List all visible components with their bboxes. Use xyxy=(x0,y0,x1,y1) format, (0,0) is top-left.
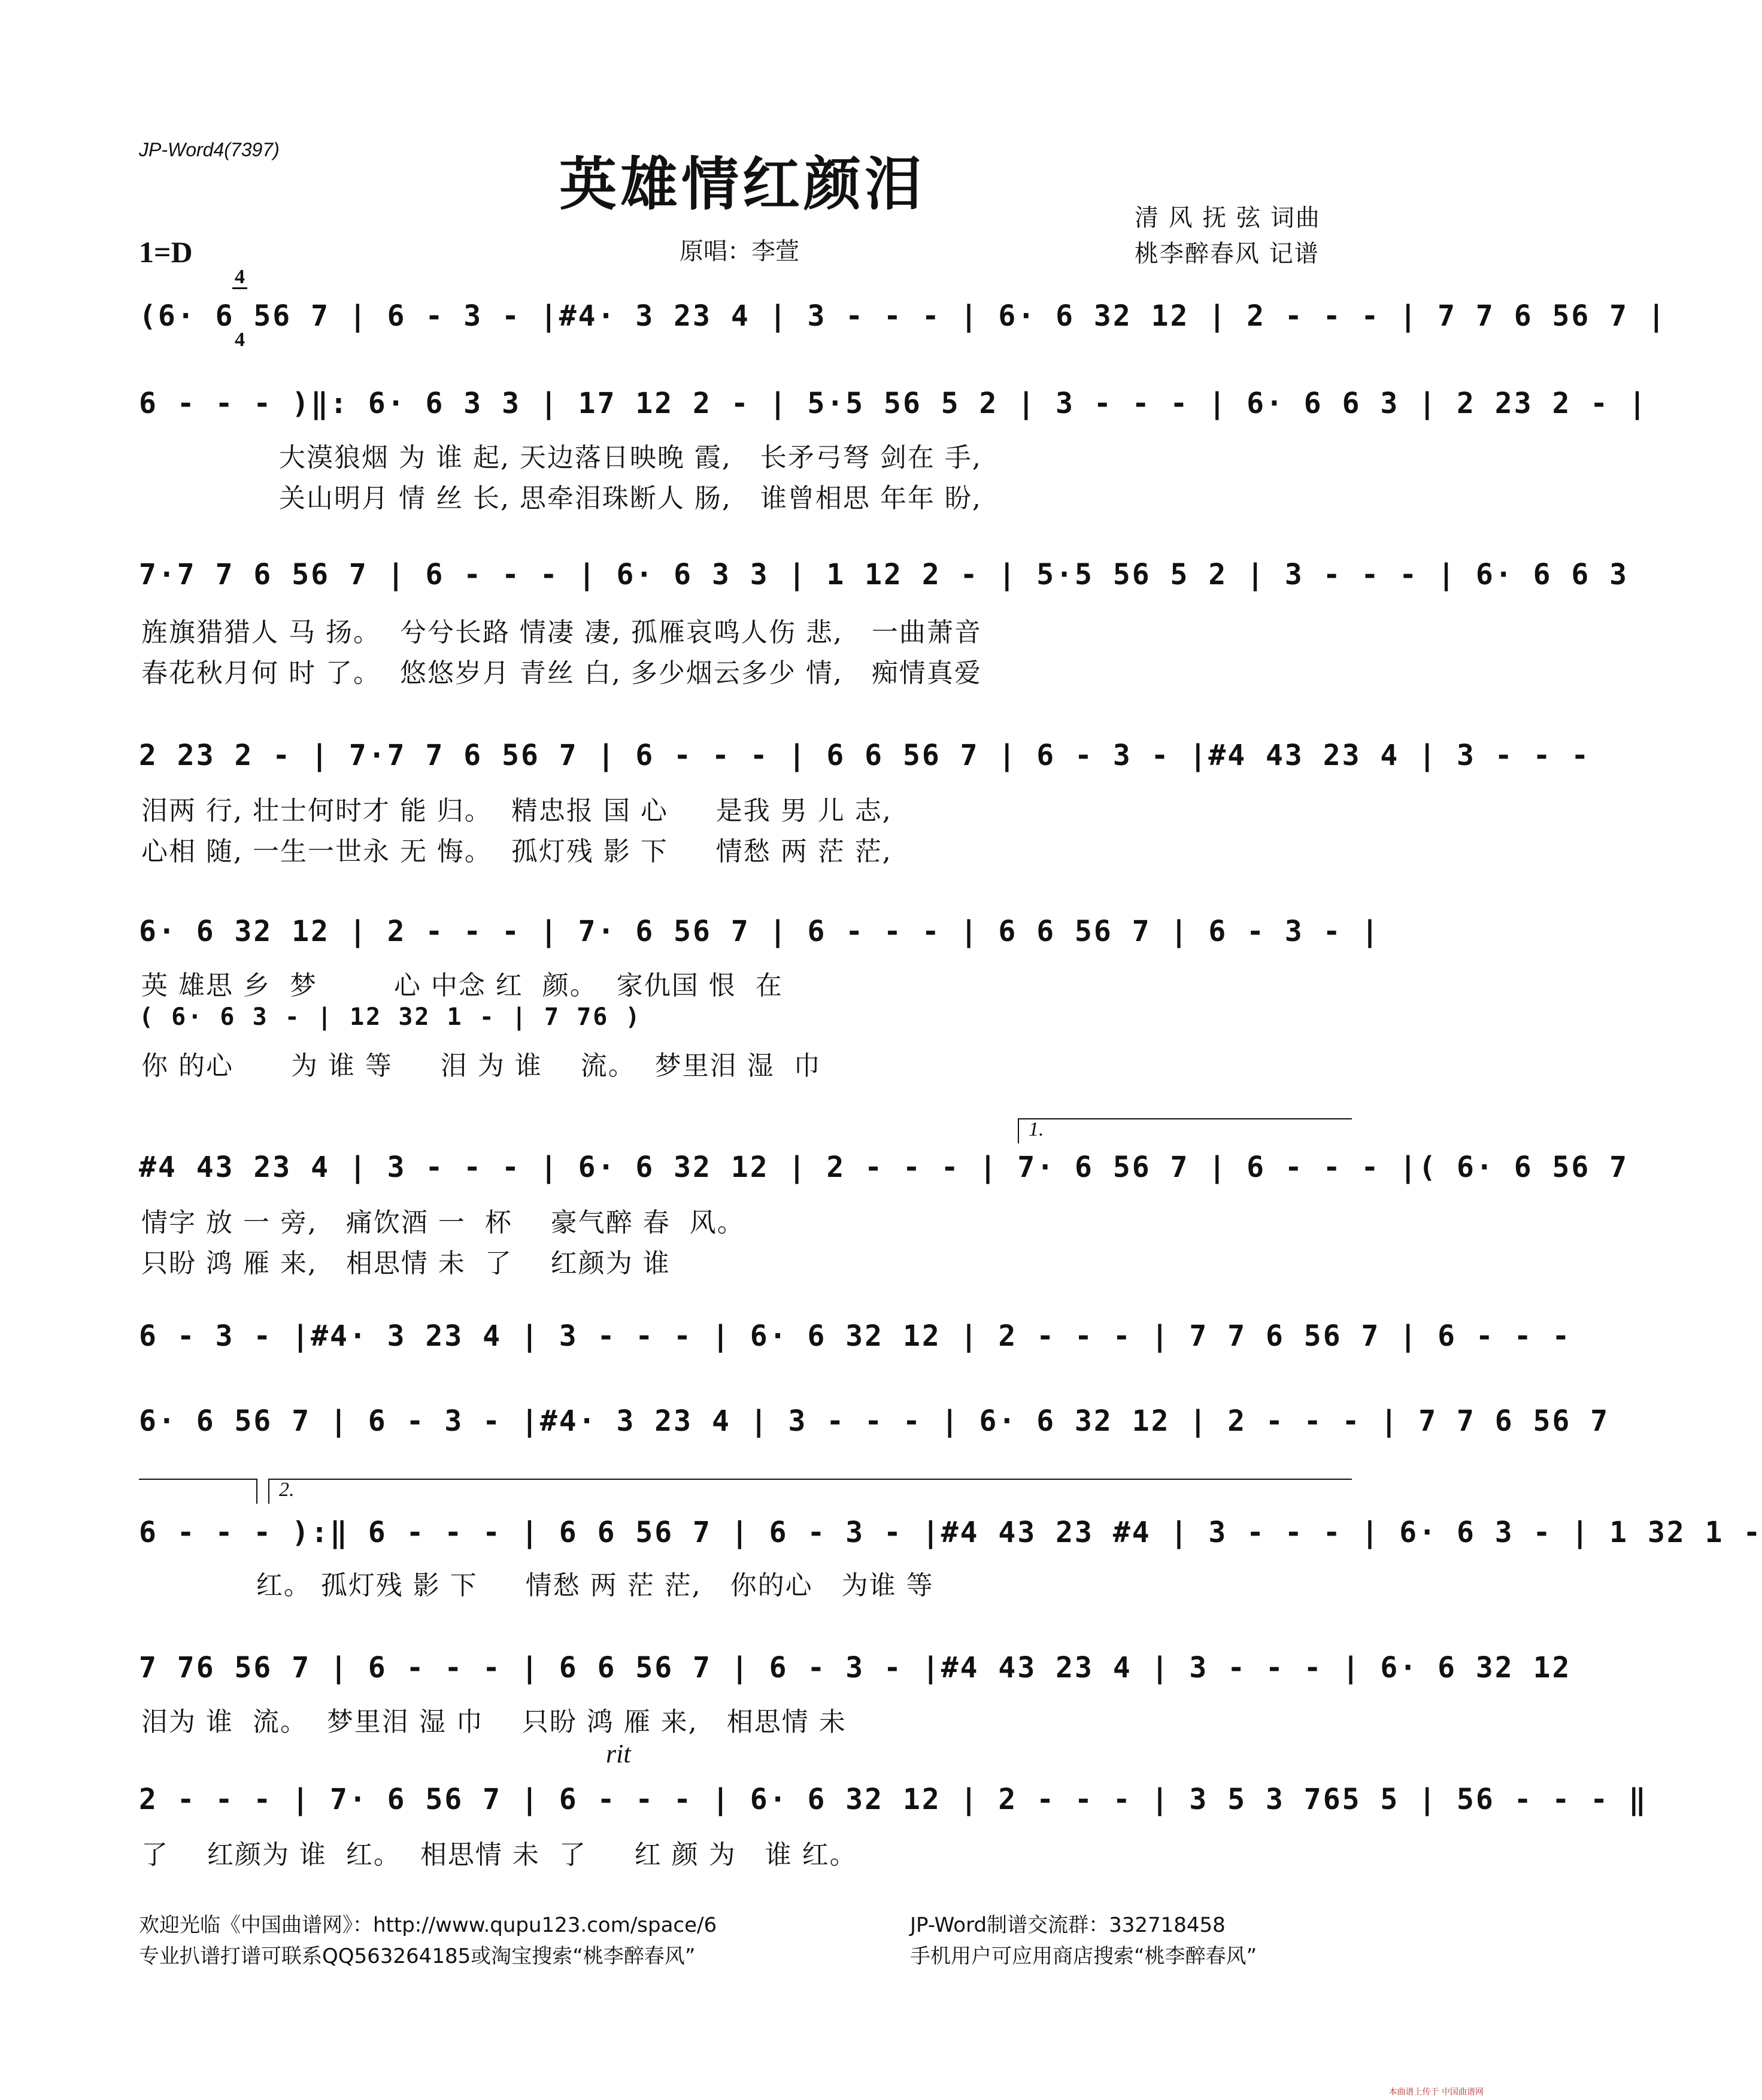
volta-1-label: 1. xyxy=(1029,1118,1044,1140)
volta-2-label: 2. xyxy=(279,1479,295,1501)
score-line-1-notes: (6· 6 56 7 | 6 - 3 - |#4· 3 23 4 | 3 - - - | 6· 6 32 12 | 2 - - - | 7 7 6 56 7 | xyxy=(139,299,1667,333)
score-line-5-alt-notes: ( 6· 6 3 - | 12 32 1 - | 7 76 ) xyxy=(139,1003,642,1031)
transcriber: 桃李醉春风 记谱 xyxy=(1135,240,1320,268)
time-signature-top: 4 xyxy=(232,267,247,289)
score-line-4-lyric-2: 心相 随, 一生一世永 无 悔。 孤灯残 影 下 情愁 两 茫 茫, xyxy=(141,836,892,867)
score-line-11-lyric-1: 了 红颜为 谁 红。 相思情 未 了 红 颜 为 谁 红。 xyxy=(141,1840,857,1870)
score-line-2-notes: 6 - - - )‖: 6· 6 3 3 | 17 12 2 - | 5·5 56 5 2 | 3 - - - | 6· 6 6 3 | 2 23 2 - | xyxy=(139,387,1648,420)
footer-website-line: 欢迎光临《中国曲谱网》：http://www.qupu123.com/space/6 xyxy=(139,1913,717,1937)
score-line-8-notes: 6· 6 56 7 | 6 - 3 - |#4· 3 23 4 | 3 - - - | 6· 6 32 12 | 2 - - - | 7 7 6 56 7 xyxy=(139,1404,1610,1438)
lyricist-composer: 清 风 抚 弦 词曲 xyxy=(1135,204,1321,232)
score-line-2-lyric-2: 关山明月 情 丝 长, 思牵泪珠断人 肠, 谁曾相思 年年 盼, xyxy=(279,483,982,514)
upload-stamp: 本曲谱上传于 中国曲谱网 xyxy=(1388,2087,1484,2097)
score-line-5-lyric-2: 你 的心 为 谁 等 泪 为 谁 流。 梦里泪 湿 巾 xyxy=(141,1051,821,1081)
time-signature-bottom: 4 xyxy=(235,329,245,351)
score-line-4-notes: 2 23 2 - | 7·7 7 6 56 7 | 6 - - - | 6 6 56 7 | 6 - 3 - |#4 43 23 4 | 3 - - - xyxy=(139,739,1591,772)
score-line-11-notes: 2 - - - | 7· 6 56 7 | 6 - - - | 6· 6 32 12 | 2 - - - | 3 5 3 765 5 | 56 - - - ‖ xyxy=(139,1783,1648,1816)
tempo-mark-rit: rit xyxy=(606,1739,631,1768)
software-label: JP-Word4(7397) xyxy=(139,139,280,160)
score-line-10-lyric-1: 泪为 谁 流。 梦里泪 湿 巾 只盼 鸿 雁 来, 相思情 未 xyxy=(141,1707,847,1737)
score-line-7-notes: 6 - 3 - |#4· 3 23 4 | 3 - - - | 6· 6 32 12 | 2 - - - | 7 7 6 56 7 | 6 - - - xyxy=(139,1319,1572,1353)
key-signature: 1=D xyxy=(139,235,193,269)
volta-1-bracket xyxy=(1018,1118,1352,1143)
time-signature xyxy=(232,226,247,371)
score-line-3-notes: 7·7 7 6 56 7 | 6 - - - | 6· 6 3 3 | 1 12 2 - | 5·5 56 5 2 | 3 - - - | 6· 6 6 3 xyxy=(139,558,1629,591)
score-line-5-lyric-1: 英 雄思 乡 梦 心 中念 红 颜。 家仇国 恨 在 xyxy=(141,970,783,1001)
footer-app-line: 手机用户可应用商店搜索“桃李醉春风” xyxy=(910,1944,1257,1968)
original-singer: 原唱：李萱 xyxy=(680,238,799,265)
score-line-3-lyric-2: 春花秋月何 时 了。 悠悠岁月 青丝 白, 多少烟云多少 情, 痴情真爱 xyxy=(141,658,982,688)
footer-group-line: JP-Word制谱交流群：332718458 xyxy=(910,1913,1226,1937)
score-line-6-lyric-1: 情字 放 一 旁, 痛饮酒 一 杯 豪气醉 春 风。 xyxy=(141,1207,745,1238)
score-line-10-notes: 7 76 56 7 | 6 - - - | 6 6 56 7 | 6 - 3 - |#4 43 23 4 | 3 - - - | 6· 6 32 12 xyxy=(139,1651,1572,1685)
score-line-9-lyric-1: 红。 孤灯残 影 下 情愁 两 茫 茫, 你的心 为谁 等 xyxy=(141,1570,934,1601)
score-line-9-notes: 6 - - - ):‖ 6 - - - | 6 6 56 7 | 6 - 3 - |#4 43 23 #4 | 3 - - - | 6· 6 3 - | 1 32 1 - xyxy=(139,1516,1762,1549)
score-title: 英雄情红颜泪 xyxy=(559,150,926,218)
score-line-6-notes: #4 43 23 4 | 3 - - - | 6· 6 32 12 | 2 - - - | 7· 6 56 7 | 6 - - - |( 6· 6 56 7 xyxy=(139,1151,1629,1184)
score-line-6-lyric-2: 只盼 鸿 雁 来, 相思情 未 了 红颜为 谁 xyxy=(141,1248,671,1279)
score-line-4-lyric-1: 泪两 行, 壮士何时才 能 归。 精忠报 国 心 是我 男 儿 志, xyxy=(141,796,892,826)
volta-1-continuation xyxy=(139,1479,257,1504)
score-line-5-notes: 6· 6 32 12 | 2 - - - | 7· 6 56 7 | 6 - - - | 6 6 56 7 | 6 - 3 - | xyxy=(139,915,1381,948)
footer-contact-line: 专业扒谱打谱可联系QQ563264185或淘宝搜索“桃李醉春风” xyxy=(139,1944,696,1968)
score-line-2-lyric-1: 大漠狼烟 为 谁 起, 天边落日映晚 霞, 长矛弓弩 剑在 手, xyxy=(279,442,982,473)
volta-2-bracket xyxy=(268,1479,1352,1504)
score-line-3-lyric-1: 旌旗猎猎人 马 扬。 兮兮长路 情凄 凄, 孤雁哀鸣人伤 悲, 一曲萧音 xyxy=(141,617,982,648)
